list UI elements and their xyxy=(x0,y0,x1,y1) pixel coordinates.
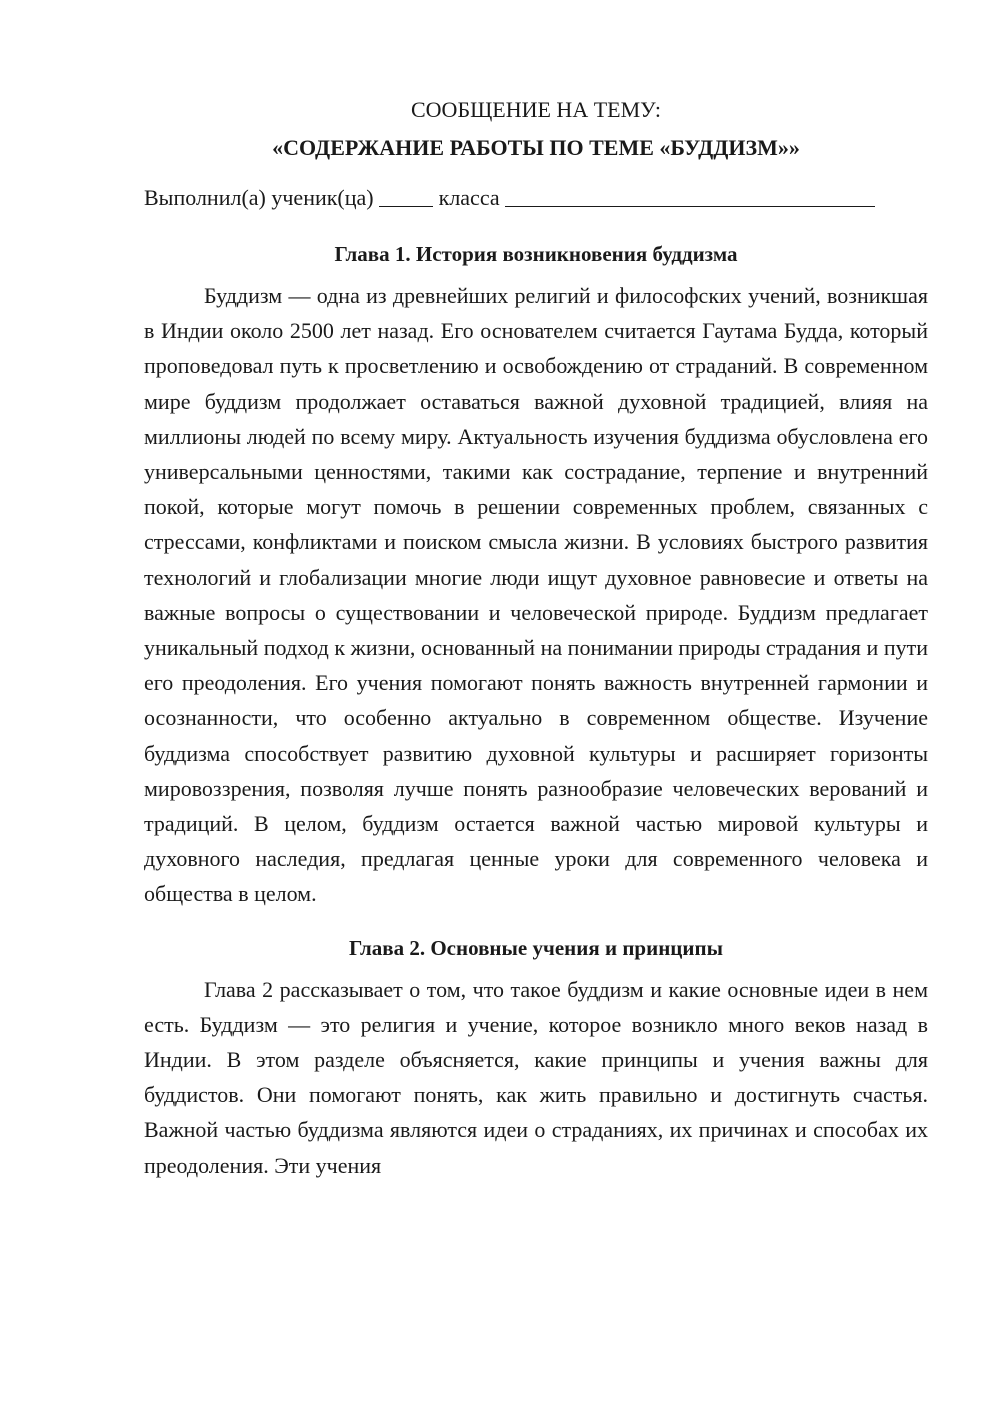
author-prefix: Выполнил(а) ученик(ца) xyxy=(144,185,374,210)
author-class-label: класса xyxy=(438,185,500,210)
class-number-blank xyxy=(379,184,433,207)
document-title-line-1: СООБЩЕНИЕ НА ТЕМУ: xyxy=(411,97,661,122)
document-page xyxy=(144,92,928,1183)
chapter-1-paragraph: Буддизм — одна из древнейших религий и философских учений, возникшая в Индии около 2500 лет назад. Его основателем считается Гаутама Будда, который проповедовал путь к просветлению и освобождению от страданий. В современном мире буддизм продолжает оставаться важной духовной традицией, влияя на миллионы людей по всему миру. Актуальность изучения буддизма обусловлена его универсальными ценностями, такими как сострадание, терпение и внутренний покой, которые могут помочь в решении современных проблем, связанных с стрессами, конфликтами и поиском смысла жизни. В условиях быстрого развития технологий и глобализации многие люди ищут духовное равновесие и ответы на важные вопросы о существовании и человеческой природе. Буддизм предлагает уникальный подход к жизни, основанный на понимании природы страдания и пути его преодоления. Его учения помогают понять важность внутренней гармонии и осознанности, что особенно актуально в современном обществе. Изучение буддизма способствует развитию духовной культуры и расширяет горизонты мировоззрения, позволяя лучше понять разнообразие человеческих верований и традиций. В целом, буддизм остается важной частью мировой культуры и духовного наследия, предлагая ценные уроки для современного человека и общества в целом. xyxy=(144,283,928,907)
chapter-1-heading: Глава 1. История возникновения буддизма xyxy=(334,242,738,266)
document-title-line-2: «СОДЕРЖАНИЕ РАБОТЫ ПО ТЕМЕ «БУДДИЗМ»» xyxy=(272,135,800,160)
author-line xyxy=(144,180,928,216)
name-blank xyxy=(505,184,875,207)
chapter-2-heading: Глава 2. Основные учения и принципы xyxy=(348,935,723,960)
chapter-2-paragraph: Глава 2 рассказывает о том, что такое буддизм и какие основные идеи в нем есть. Буддизм — это религия и учение, которое возникло много веков назад в Индии. В этом разделе объясняется, какие принципы и учения важны для буддистов. Они помогают понять, как жить правильно и достигнуть счастья. Важной частью буддизма являются идеи о страданиях, их причинах и способах их преодоления. Эти учения xyxy=(144,976,928,1178)
